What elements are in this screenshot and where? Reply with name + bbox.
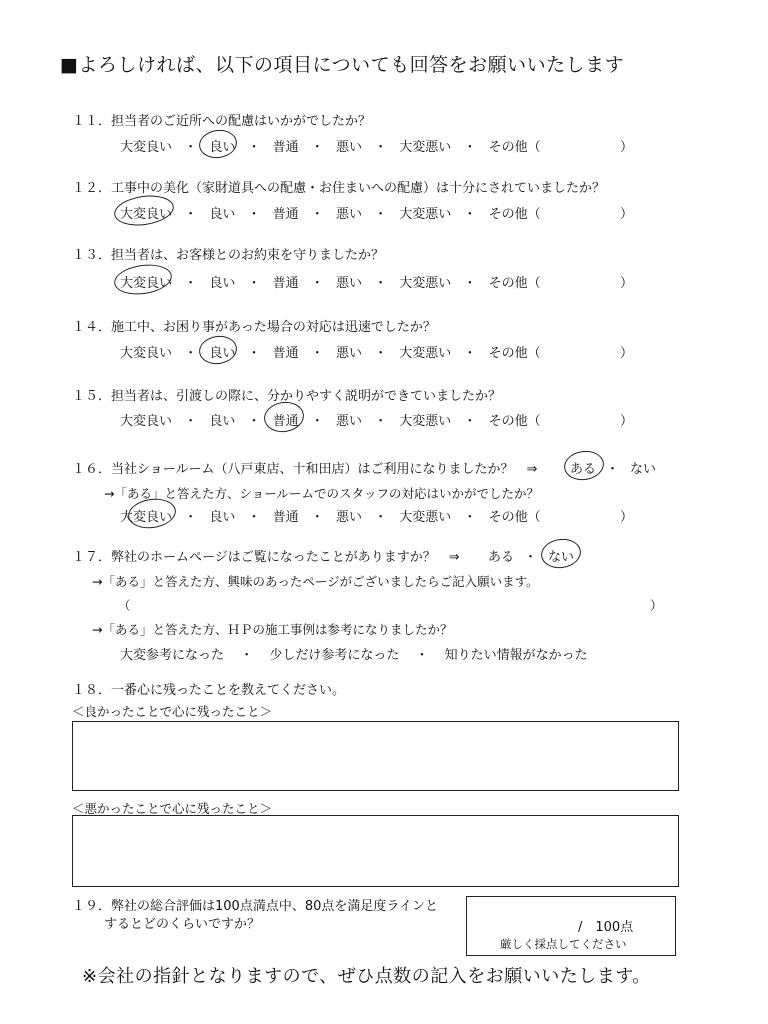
option-good[interactable]: 良い xyxy=(209,510,236,525)
q17-yes[interactable]: ある xyxy=(488,550,515,565)
separator: ・ xyxy=(524,550,538,565)
option-very-bad[interactable]: 大変悪い xyxy=(399,140,452,155)
option-very-bad[interactable]: 大変悪い xyxy=(399,207,452,222)
separator: ・ xyxy=(184,207,198,222)
option-very-good[interactable]: 大変良い xyxy=(120,414,173,429)
q16-no[interactable]: ない xyxy=(630,462,657,477)
separator: ・ xyxy=(415,648,429,663)
option-normal[interactable]: 普通 xyxy=(272,276,299,291)
separator: ・ xyxy=(310,510,324,525)
option-not-helpful[interactable]: 知りたい情報がなかった xyxy=(444,648,588,663)
separator: ・ xyxy=(247,414,261,429)
question-19-line2: するとどのくらいですか？ xyxy=(104,917,261,932)
separator: ・ xyxy=(247,140,261,155)
q12-options xyxy=(120,203,541,222)
separator: ・ xyxy=(184,414,198,429)
bad-memory-label: ＜悪かったことで心に残ったこと＞ xyxy=(72,801,273,816)
separator: ・ xyxy=(184,276,198,291)
close-paren: ） xyxy=(620,510,634,525)
q15-options xyxy=(120,410,541,429)
question-12: １２．工事中の美化（家財道具への配慮・お住まいへの配慮）は十分にされていましたか？ xyxy=(72,181,606,196)
option-good[interactable]: 良い xyxy=(209,207,236,222)
question-13: １３．担当者は、お客様とのお約束を守りましたか？ xyxy=(72,248,385,263)
separator: ・ xyxy=(463,510,477,525)
option-very-bad[interactable]: 大変悪い xyxy=(399,346,452,361)
q17-hp-options xyxy=(120,644,588,663)
option-good[interactable]: 良い xyxy=(209,346,236,361)
separator: ・ xyxy=(247,510,261,525)
option-bad[interactable]: 悪い xyxy=(335,207,362,222)
option-very-good[interactable]: 大変良い xyxy=(120,207,173,222)
separator: ・ xyxy=(247,276,261,291)
separator: ・ xyxy=(606,462,620,477)
good-memory-label: ＜良かったことで心に残ったこと＞ xyxy=(72,704,273,719)
bad-memory-box[interactable] xyxy=(72,815,679,887)
question-15: １５．担当者は、引渡しの際に、分かりやすく説明ができていましたか？ xyxy=(72,389,502,404)
option-very-bad[interactable]: 大変悪い xyxy=(399,276,452,291)
separator: ・ xyxy=(240,648,254,663)
option-bad[interactable]: 悪い xyxy=(335,346,362,361)
option-normal[interactable]: 普通 xyxy=(272,414,299,429)
separator: ・ xyxy=(463,276,477,291)
option-bad[interactable]: 悪い xyxy=(335,276,362,291)
page-heading: ■よろしければ、以下の項目についても回答をお願いいたします xyxy=(60,54,625,76)
separator: ・ xyxy=(374,510,388,525)
option-very-helpful[interactable]: 大変参考になった xyxy=(120,648,225,663)
option-bad[interactable]: 悪い xyxy=(335,140,362,155)
q11-options xyxy=(120,136,541,155)
option-very-good[interactable]: 大変良い xyxy=(120,140,173,155)
q16-options xyxy=(120,506,541,525)
separator: ・ xyxy=(310,414,324,429)
close-paren: ） xyxy=(650,598,663,613)
open-paren: （ xyxy=(118,598,131,613)
option-normal[interactable]: 普通 xyxy=(272,140,299,155)
separator: ・ xyxy=(463,207,477,222)
option-very-good[interactable]: 大変良い xyxy=(120,510,173,525)
separator: ・ xyxy=(374,140,388,155)
separator: ・ xyxy=(374,207,388,222)
separator: ・ xyxy=(310,346,324,361)
q17-follow-up-1: →「ある」と答えた方、興味のあったページがございましたらご記入願います。 xyxy=(92,574,539,589)
separator: ・ xyxy=(374,276,388,291)
q17-no[interactable]: ない xyxy=(548,550,575,565)
q14-options xyxy=(120,342,541,361)
separator: ・ xyxy=(374,346,388,361)
q13-options xyxy=(120,272,541,291)
option-other[interactable]: その他（ xyxy=(488,207,541,222)
option-very-good[interactable]: 大変良い xyxy=(120,276,173,291)
option-normal[interactable]: 普通 xyxy=(272,346,299,361)
close-paren: ） xyxy=(620,414,634,429)
option-normal[interactable]: 普通 xyxy=(272,207,299,222)
separator: ・ xyxy=(184,510,198,525)
option-bad[interactable]: 悪い xyxy=(335,510,362,525)
separator: ・ xyxy=(463,414,477,429)
option-good[interactable]: 良い xyxy=(209,276,236,291)
question-14: １４．施工中、お困り事があった場合の対応は迅速でしたか？ xyxy=(72,320,436,335)
score-note: 厳しく採点してください xyxy=(500,937,627,951)
footer-note: ※会社の指針となりますので、ぜひ点数の記入をお願いいたします。 xyxy=(82,966,651,987)
q16-yes[interactable]: ある xyxy=(570,462,597,477)
option-very-bad[interactable]: 大変悪い xyxy=(399,414,452,429)
option-bad[interactable]: 悪い xyxy=(335,414,362,429)
option-somewhat-helpful[interactable]: 少しだけ参考になった xyxy=(269,648,400,663)
separator: ・ xyxy=(310,276,324,291)
option-other[interactable]: その他（ xyxy=(488,276,541,291)
good-memory-box[interactable] xyxy=(72,721,679,791)
option-normal[interactable]: 普通 xyxy=(272,510,299,525)
q16-follow-up: →「ある」と答えた方、ショールームでのスタッフの対応はいかがでしたか？ xyxy=(104,486,539,501)
close-paren: ） xyxy=(620,207,634,222)
close-paren: ） xyxy=(620,140,634,155)
separator: ・ xyxy=(247,346,261,361)
question-18: １８．一番心に残ったことを教えてください。 xyxy=(72,683,346,698)
option-very-bad[interactable]: 大変悪い xyxy=(399,510,452,525)
question-17: １７．弊社のホームページはご覧になったことがありますか？ ⇒ xyxy=(72,550,460,565)
separator: ・ xyxy=(463,346,477,361)
option-good[interactable]: 良い xyxy=(209,414,236,429)
option-other[interactable]: その他（ xyxy=(488,140,541,155)
question-16: １６．当社ショールーム（八戸東店、十和田店）はご利用になりましたか？ ⇒ xyxy=(72,462,538,477)
separator: ・ xyxy=(247,207,261,222)
option-other[interactable]: その他（ xyxy=(488,346,541,361)
option-good[interactable]: 良い xyxy=(209,140,236,155)
separator: ・ xyxy=(184,140,198,155)
separator: ・ xyxy=(463,140,477,155)
separator: ・ xyxy=(374,414,388,429)
separator: ・ xyxy=(184,346,198,361)
question-19-line1: １９．弊社の総合評価は100点満点中、80点を満足度ラインと xyxy=(72,899,438,914)
q17-follow-up-2: →「ある」と答えた方、ＨＰの施工事例は参考になりましたか？ xyxy=(92,622,453,637)
score-suffix: / 100点 xyxy=(578,920,634,935)
close-paren: ） xyxy=(620,276,634,291)
option-other[interactable]: その他（ xyxy=(488,510,541,525)
option-other[interactable]: その他（ xyxy=(488,414,541,429)
option-very-good[interactable]: 大変良い xyxy=(120,346,173,361)
separator: ・ xyxy=(310,140,324,155)
close-paren: ） xyxy=(620,346,634,361)
question-11: １１．担当者のご近所への配慮はいかがでしたか？ xyxy=(72,114,372,129)
separator: ・ xyxy=(310,207,324,222)
